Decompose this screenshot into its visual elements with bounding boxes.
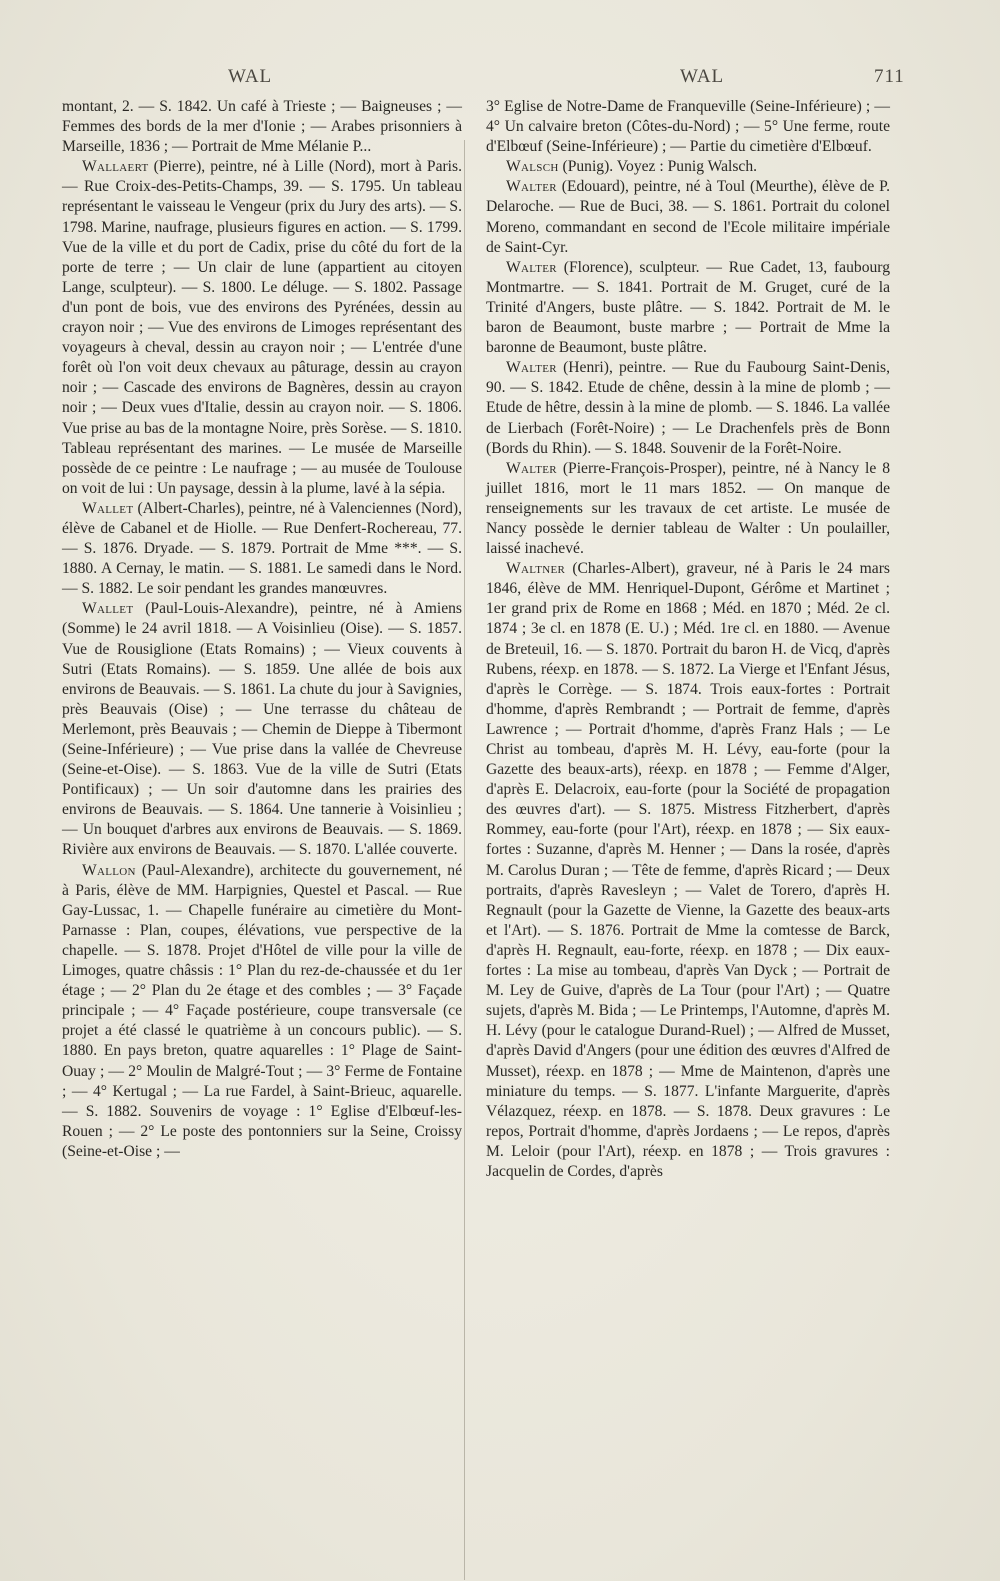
entry-text: (Edouard), peintre, né à Toul (Meurthe), élève de P. Delaroche. — Rue de Buci, 38. — S. 1861. Portrait du colonel Moreno, commandant en second de l'Ecole militaire impériale de Saint-Cyr. <box>486 178 890 256</box>
dictionary-entry <box>62 97 462 157</box>
entry-text: (Paul-Louis-Alexandre), peintre, né à Amiens (Somme) le 24 avril 1818. — A Voisinlieu (Oise). — S. 1857. Vue de Rousiglione (Etats Romains) ; — Vieux couvents à Sutri (Etats Romains). — S. 1859. Une allée de bois aux environs de Beauvais. — S. 1861. La chute du jour à Savignies, près Beauvais (Oise) ; — Une terrasse du château de Merlemont, près Beauvais ; — Chemin de Dieppe à Tibermont (Seine-Inférieure) ; — Vue prise dans la vallée de Chevreuse (Seine-et-Oise). — S. 1863. Vue de la ville de Sutri (Etats Pontificaux) ; — Un soir d'automne dans les prairies des environs de Beauvais. — S. 1864. Une tannerie à Voisinlieu ; — Un bouquet d'arbres aux environs de Beauvais. — S. 1869. Rivière aux environs de Beauvais. — S. 1870. L'allée couverte. <box>62 600 462 859</box>
column-divider <box>464 140 465 1580</box>
dictionary-entry <box>62 499 462 599</box>
dictionary-entry <box>486 358 890 458</box>
entry-name: Wallon <box>82 861 136 879</box>
entry-name: Walter <box>506 178 557 196</box>
dictionary-entry <box>486 177 890 257</box>
entry-text: (Punig). Voyez : Punig Walsch. <box>562 158 758 176</box>
left-column <box>62 97 462 1162</box>
page-number: 711 <box>874 66 905 87</box>
dictionary-entry <box>486 258 890 358</box>
entry-text: (Paul-Alexandre), architecte du gouvernement, né à Paris, élève de MM. Harpignies, Questel et Pascal. — Rue Gay-Lussac, 1. — Chapelle funéraire au cimetière du Mont-Parnasse : Plan, coupes, élévations, vue perspective de la chapelle. — S. 1878. Projet d'Hôtel de ville pour la ville de Limoges, quatre châssis : 1° Plan du rez-de-chaussée et du 1er étage ; — 2° Plan du 2e étage et des combles ; — 3° Façade principale ; — 4° Façade postérieure, coupe transversale (ce projet a été classé le quatrième à un concours public). — S. 1880. En pays breton, quatre aquarelles : 1° Plage de Saint-Ouay ; — 2° Moulin de Malgré-Tout ; — 3° Ferme de Fontaine ; — 4° Kertugal ; — La rue Fardel, à Saint-Brieuc, aquarelle. — S. 1882. Souvenirs de voyage : 1° Eglise d'Elbœuf-les-Rouen ; — 2° Le poste des pontonniers sur la Seine, Croissy (Seine-et-Oise ; — <box>62 861 462 1160</box>
entry-text: (Charles-Albert), graveur, né à Paris le 24 mars 1846, élève de MM. Henriquel-Dupont, Gérôme et Martinet ; 1er grand prix de Rome en 1868 ; Méd. en 1870 ; Méd. 2e cl. 1874 ; 3e cl. en 1878 (E. U.) ; Méd. 1re cl. en 1880. — Avenue de Breteuil, 16. — S. 1870. Portrait du baron H. de Vicq, d'après Rubens, réexp. en 1878. — S. 1872. La Vierge et l'Enfant Jésus, d'après le Corrège. — S. 1874. Trois eaux-fortes : Portrait d'homme, d'après Rembrandt ; — Portrait de femme, d'après Lawrence ; — Portrait d'homme, d'après Franz Hals ; — Le Christ au tombeau, d'après M. H. Lévy, eau-forte (pour la Gazette des beaux-arts), réexp. en 1878 ; — Femme d'Alger, d'après E. Delacroix, eau-forte (pour la Société de propagation des œuvres d'art). — S. 1875. Mistress Fitzherbert, d'après Rommey, eau-forte (pour l'Art), réexp. en 1878 ; — Six eaux-fortes : Suzanne, d'après M. Henner ; — Dans la rosée, d'après M. Carolus Duran ; — Tête de femme, d'après Ricard ; — Deux portraits, d'après Ravesleyn ; — Valet de Torero, d'après H. Regnault (pour la Gazette de Vienne, la Gazette des beaux-arts et l'Art). — S. 1876. Portrait de Mme la comtesse de Barck, d'après H. Regnault, eau-forte, réexp. en 1878 ; — Dix eaux-fortes : La mise au tombeau, d'après Van Dyck ; — Portrait de M. Ley de Guive, d'après de La Tour (pour l'Art) ; — Quatre sujets, d'après M. Bida ; — Le Printemps, l'Automne, d'après M. H. Lévy (pour le catalogue Durand-Ruel) ; — Alfred de Musset, d'après David d'Angers (pour une édition des œuvres d'Alfred de Musset), réexp. en 1878 ; — Mme de Maintenon, d'après une miniature du temps. — S. 1877. L'infante Marguerite, d'après Vélazquez, réexp. en 1878. — S. 1878. Deux gravures : Le repos, Portrait d'homme, d'après Jordaens ; — Le repos, d'après M. Leloir (pour l'Art), réexp. en 1878 ; — Trois gravures : Jacquelin de Cordes, d'après <box>486 560 890 1180</box>
entry-name: Wallet <box>82 600 134 618</box>
entry-text: (Florence), sculpteur. — Rue Cadet, 13, faubourg Montmartre. — S. 1841. Portrait de M. Gruget, curé de la Trinité d'Angers, buste plâtre. — S. 1842. Portrait de M. le baron de Beaumont, buste marbre ; — Portrait de Mme la baronne de Beaumont, buste plâtre. <box>486 258 890 357</box>
dictionary-entry <box>486 97 890 157</box>
dictionary-entry <box>62 599 462 860</box>
entry-name: Walter <box>506 459 557 477</box>
entry-text: (Pierre), peintre, né à Lille (Nord), mort à Paris. — Rue Croix-des-Petits-Champs, 39. — S. 1795. Un tableau représentant le vaisseau le Vengeur (prix du Jury des arts). — S. 1798. Marine, naufrage, plusieurs figures en action. — S. 1799. Vue de la ville et du port de Cadix, prise du côté du fort de la porte de terre ; — Un clair de lune (appartient au citoyen Lange, sculpteur). — S. 1800. Le déluge. — S. 1802. Passage d'un pont de bois, vue des environs des Pyrénées, dessin au crayon noir ; — Vue des environs de Limoges représentant des voyageurs à cheval, dessin au crayon noir ; — L'entrée d'une forêt où l'on voit deux chevaux au pâturage, dessin au crayon noir ; — Cascade des environs de Bagnères, dessin au crayon noir ; — Deux vues d'Italie, dessin au crayon noir. — S. 1806. Vue prise au bas de la montagne Noire, près Sorèse. — S. 1810. Tableau représentant des marines. — Le musée de Marseille possède de ce peintre : Le naufrage ; — au musée de Toulouse on voit de lui : Un paysage, dessin à la plume, lavé à la sépia. <box>62 158 462 497</box>
entry-text: montant, 2. — S. 1842. Un café à Trieste ; — Baigneuses ; — Femmes des bords de la mer d'Ionie ; — Arabes prisonniers à Marseille, 1836 ; — Portrait de Mme Mélanie P... <box>62 98 462 156</box>
entry-name: Walter <box>506 258 557 276</box>
entry-name: Walsch <box>506 158 559 176</box>
entry-name: Wallet <box>82 499 134 517</box>
dictionary-entry <box>486 559 890 1182</box>
right-column <box>486 97 890 1182</box>
entry-text: (Pierre-François-Prosper), peintre, né à Nancy le 8 juillet 1816, mort le 11 mars 1852. — On manque de renseignements sur les travaux de cet artiste. Le musée de Nancy possède le dernier tableau de Walter : Un poulailler, laissé inachevé. <box>486 459 890 558</box>
entry-text: (Henri), peintre. — Rue du Faubourg Saint-Denis, 90. — S. 1842. Etude de chêne, dessin à la mine de plomb ; — Etude de hêtre, dessin à la mine de plomb. — S. 1846. La vallée de Lierbach (Forêt-Noire) ; — Le Drachenfels près de Bonn (Bords du Rhin). — S. 1848. Souvenir de la Forêt-Noire. <box>486 359 890 457</box>
dictionary-entry <box>62 157 462 499</box>
dictionary-entry <box>486 157 890 177</box>
dictionary-entry <box>62 861 462 1162</box>
entry-name: Walter <box>506 359 557 377</box>
right-running-head: WAL <box>680 66 725 87</box>
dictionary-entry <box>486 459 890 559</box>
left-running-head: WAL <box>228 66 273 87</box>
entry-name: Waltner <box>506 560 566 578</box>
entry-text: 3° Eglise de Notre-Dame de Franqueville (Seine-Inférieure) ; — 4° Un calvaire breton (Côtes-du-Nord) ; — 5° Une ferme, route d'Elbœuf (Seine-Inférieure) ; — Partie du cimetière d'Elbœuf. <box>486 98 890 156</box>
entry-name: Wallaert <box>82 158 149 176</box>
entry-text: (Albert-Charles), peintre, né à Valenciennes (Nord), élève de Cabanel et de Hiolle. — Rue Denfert-Rochereau, 77. — S. 1876. Dryade. — S. 1879. Portrait de Mme ***. — S. 1880. A Cernay, le matin. — S. 1881. Le samedi dans le Nord. — S. 1882. Le soir pendant les grandes manœuvres. <box>62 499 462 598</box>
